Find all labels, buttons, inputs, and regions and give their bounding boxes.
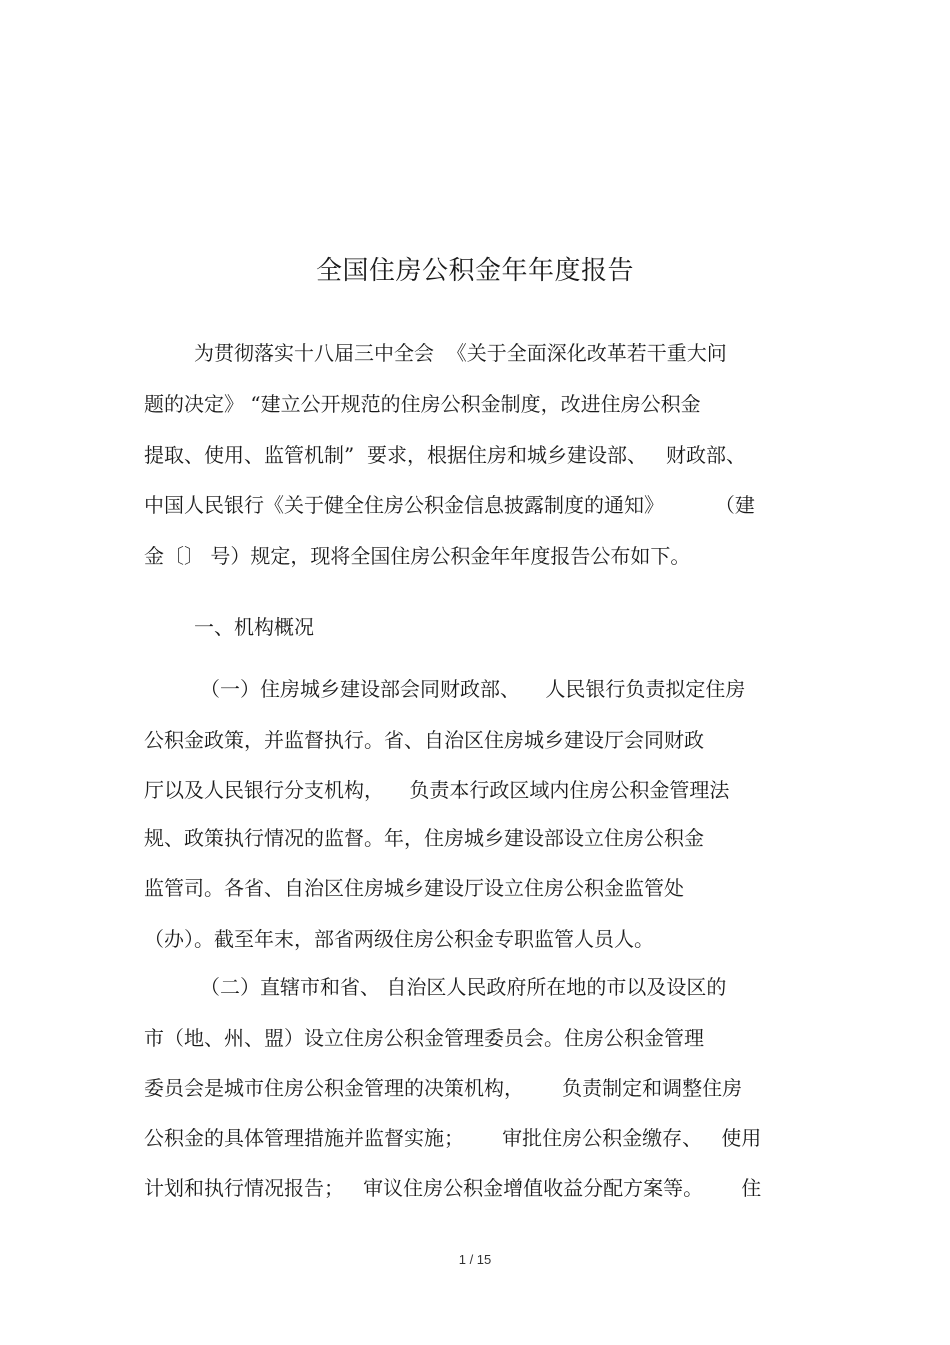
intro-line-3: 提取、使用、监管机制” 要求，根据住房和城乡建设部、 财政部、 (144, 443, 747, 467)
para2-line-4: 公积金的具体管理措施并监督实施； 审批住房公积金缴存、 使用 (144, 1126, 762, 1150)
intro-line-1: 为贯彻落实十八届三中全会 《关于全面深化改革若干重大问 (194, 341, 727, 365)
para2-line-1: （二）直辖市和省、 自治区人民政府所在地的市以及设区的 (200, 975, 727, 999)
para1-line-2: 公积金政策，并监督执行。省、自治区住房城乡建设厅会同财政 (144, 728, 704, 752)
para2-line-5: 计划和执行情况报告； 审议住房公积金增值收益分配方案等。 住 (144, 1176, 762, 1200)
para1-line-4: 规、政策执行情况的监督。年，住房城乡建设部设立住房公积金 (144, 826, 704, 850)
intro-line-2: 题的决定》 “建立公开规范的住房公积金制度，改进住房公积金 (144, 392, 701, 416)
para2-line-2: 市（地、州、盟）设立住房公积金管理委员会。住房公积金管理 (144, 1026, 704, 1050)
para1-line-5: 监管司。各省、自治区住房城乡建设厅设立住房公积金监管处 (144, 876, 684, 900)
document-title: 全国住房公积金年年度报告 (315, 256, 634, 286)
para1-line-1: （一）住房城乡建设部会同财政部、 人民银行负责拟定住房 (200, 677, 746, 701)
intro-line-4: 中国人民银行《关于健全住房公积金信息披露制度的通知》 （建 (144, 493, 755, 517)
para1-line-6: （办）。截至年末，部省两级住房公积金专职监管人员人。 (144, 927, 654, 951)
para1-line-3: 厅以及人民银行分支机构， 负责本行政区域内住房公积金管理法 (144, 778, 730, 802)
para2-line-3: 委员会是城市住房公积金管理的决策机构， 负责制定和调整住房 (144, 1076, 743, 1100)
section-heading: 一、机构概况 (194, 615, 314, 639)
intro-line-5: 金〔〕 号）规定，现将全国住房公积金年年度报告公布如下。 (144, 544, 691, 568)
page-number: 1 / 15 (458, 1252, 492, 1267)
